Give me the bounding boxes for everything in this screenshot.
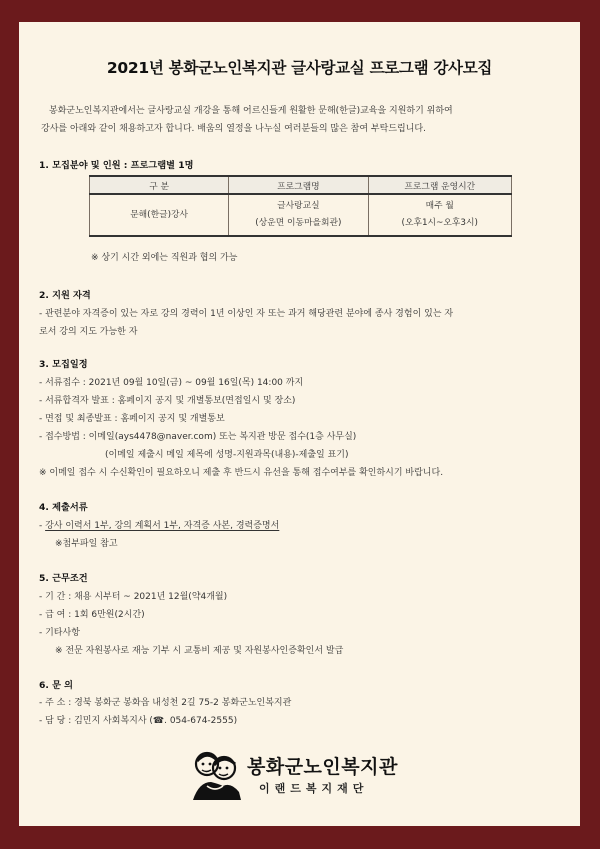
intro-paragraph bbox=[41, 102, 561, 138]
documents-list: 강사 이력서 1부, 강의 계획서 1부, 자격증 사본, 경력증명서 bbox=[45, 521, 280, 531]
elderly-couple-icon bbox=[189, 746, 243, 802]
section-3-note: ※ 이메일 접수 시 수신확인이 필요하오니 제출 후 반드시 유선을 통해 접수여부를 확인하시기 바랍니다. bbox=[39, 468, 444, 478]
cell-program-place: (상운면 이동마을회관) bbox=[255, 218, 342, 228]
table-header-category: 구 분 bbox=[90, 176, 229, 194]
section-5-title: 5. 근무조건 bbox=[39, 573, 88, 584]
table-header-program: 프로그램명 bbox=[229, 176, 368, 194]
condition-item: - 기 간 : 채용 시부터 ~ 2021년 12월(약4개월) bbox=[39, 592, 228, 602]
condition-item: - 기타사항 bbox=[39, 628, 80, 638]
section-2-line-2: 로서 강의 지도 가능한 자 bbox=[39, 327, 138, 337]
cell-time-hours: (오후1시~오후3시) bbox=[401, 218, 478, 228]
schedule-item: - 서류합격자 발표 : 홈페이지 공지 및 개별통보(면접일시 및 장소) bbox=[39, 396, 296, 406]
recruit-table bbox=[89, 175, 512, 237]
document-paper bbox=[19, 22, 580, 826]
section-5-note: ※ 전문 자원봉사로 재능 기부 시 교통비 제공 및 자원봉사인증확인서 발급 bbox=[55, 646, 344, 656]
section-4-title: 4. 제출서류 bbox=[39, 502, 88, 513]
cell-time-day: 매주 월 bbox=[425, 201, 454, 211]
condition-item: - 급 여 : 1회 6만원(2시간) bbox=[39, 610, 145, 620]
table-header-time: 프로그램 운영시간 bbox=[368, 176, 512, 194]
cell-program bbox=[229, 194, 368, 236]
contact-item: - 주 소 : 경북 봉화군 봉화읍 내성천 2길 75-2 봉화군노인복지관 bbox=[39, 698, 292, 708]
section-3-title: 3. 모집일정 bbox=[39, 359, 88, 370]
schedule-item: - 면접 및 최종발표 : 홈페이지 공지 및 개별통보 bbox=[39, 414, 225, 424]
logo-organization-name: 봉화군노인복지관 bbox=[247, 756, 398, 778]
schedule-item: - 서류접수 : 2021년 09월 10일(금) ~ 09월 16일(목) 14:00 까지 bbox=[39, 378, 304, 388]
table-row bbox=[90, 194, 512, 236]
section-6-title: 6. 문 의 bbox=[39, 680, 74, 691]
cell-program-name: 글사랑교실 bbox=[277, 201, 320, 211]
documents-line bbox=[39, 518, 279, 531]
contact-item: - 담 당 : 김민지 사회복지사 (☎. 054-674-2555) bbox=[39, 716, 238, 726]
section-2-line-1: - 관련분야 자격증이 있는 자로 강의 경력이 1년 이상인 자 또는 과거 해당관련 분야에 종사 경험이 있는 자 bbox=[39, 309, 454, 319]
organization-logo bbox=[189, 746, 419, 806]
section-4-note: ※첨부파일 참고 bbox=[55, 539, 118, 549]
schedule-item-email-note: (이메일 제출시 메일 제목에 성명-지원과목(내용)-제출일 표기) bbox=[105, 450, 349, 460]
section-1-note: ※ 상기 시간 외에는 직원과 협의 가능 bbox=[91, 253, 238, 263]
intro-line-1: 봉화군노인복지관에서는 글사랑교실 개강을 통해 어르신들게 원활한 문해(한글)교육을 지원하기 위하여 bbox=[49, 106, 453, 116]
logo-foundation-name: 이랜드복지재단 bbox=[259, 782, 369, 795]
documents-prefix: - bbox=[39, 521, 46, 531]
intro-line-2: 강사를 아래와 같이 채용하고자 합니다. 배움의 열정을 나누실 여러분들의 많은 참여 부탁드립니다. bbox=[41, 124, 426, 134]
section-1-title: 1. 모집분야 및 인원 : 프로그램별 1명 bbox=[39, 160, 194, 171]
cell-category: 문해(한글)강사 bbox=[90, 194, 229, 236]
cell-time bbox=[368, 194, 512, 236]
schedule-item: - 접수방법 : 이메일(ays4478@naver.com) 또는 복지관 방문 접수(1층 사무실) bbox=[39, 432, 357, 442]
section-2-title: 2. 지원 자격 bbox=[39, 290, 91, 301]
document-title: 2021년 봉화군노인복지관 글사랑교실 프로그램 강사모집 bbox=[106, 59, 493, 77]
